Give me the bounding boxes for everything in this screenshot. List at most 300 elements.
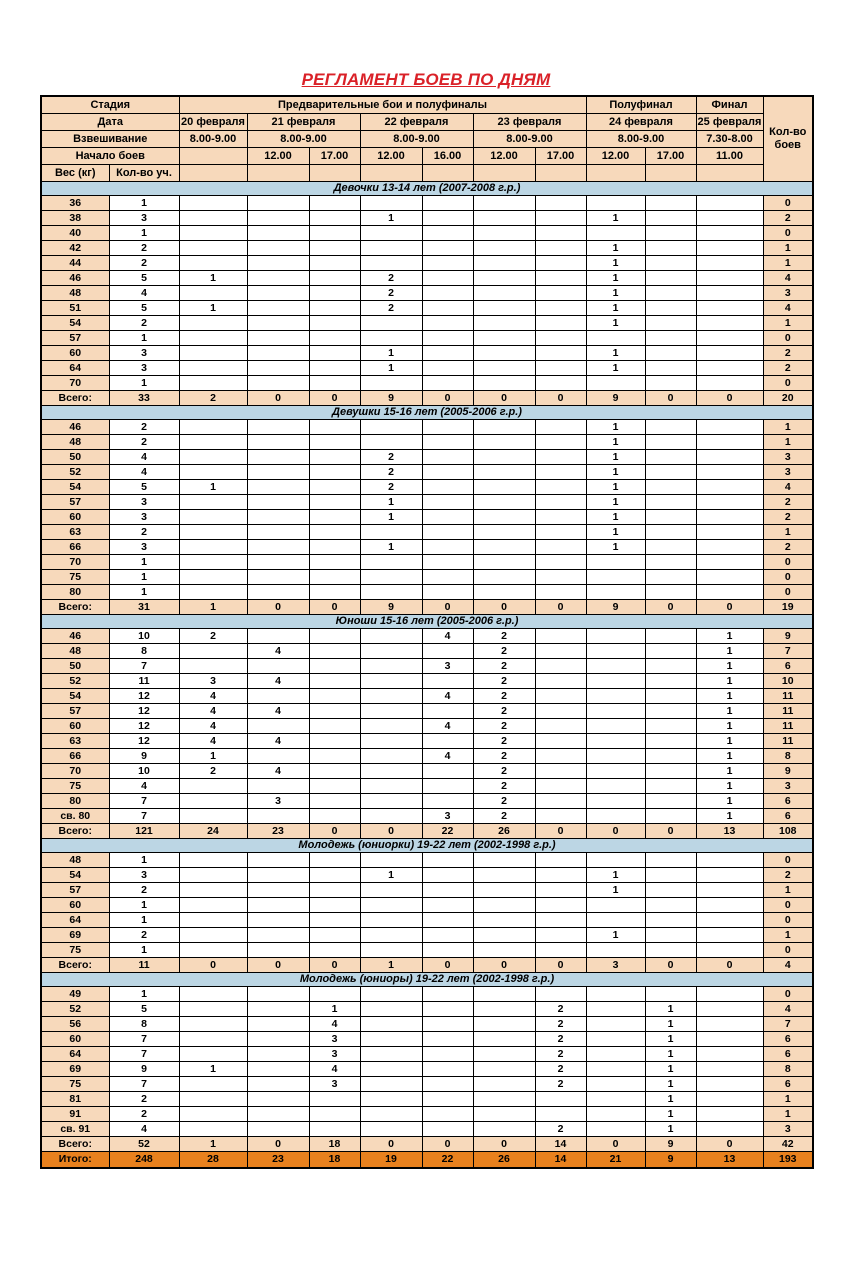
value-cell: [360, 420, 422, 435]
value-cell: [309, 987, 360, 1002]
value-cell: 0: [586, 824, 645, 839]
weight-cell: 60: [41, 898, 109, 913]
weight-cell: 48: [41, 644, 109, 659]
bouts-cell: 0: [763, 585, 813, 600]
value-cell: 0: [360, 1137, 422, 1152]
qty-cell: 2: [109, 256, 179, 271]
bouts-cell: 4: [763, 1002, 813, 1017]
value-cell: [473, 1107, 535, 1122]
value-cell: [309, 1107, 360, 1122]
value-cell: [179, 540, 247, 555]
value-cell: [473, 465, 535, 480]
qty-cell: 1: [109, 987, 179, 1002]
value-cell: [535, 211, 586, 226]
value-cell: [645, 928, 696, 943]
qty-cell: 11: [109, 958, 179, 973]
value-cell: [309, 779, 360, 794]
weight-cell: 40: [41, 226, 109, 241]
value-cell: [535, 659, 586, 674]
bouts-cell: 0: [763, 331, 813, 346]
value-cell: 14: [535, 1137, 586, 1152]
value-cell: [473, 540, 535, 555]
value-cell: [309, 196, 360, 211]
value-cell: [696, 585, 763, 600]
value-cell: [309, 734, 360, 749]
value-cell: [696, 346, 763, 361]
qty-cell: 7: [109, 794, 179, 809]
value-cell: [247, 585, 309, 600]
value-cell: [535, 868, 586, 883]
value-cell: [645, 779, 696, 794]
value-cell: [696, 913, 763, 928]
value-cell: [360, 809, 422, 824]
weight-cell: 48: [41, 435, 109, 450]
value-cell: [422, 1077, 473, 1092]
value-cell: [586, 689, 645, 704]
value-cell: [696, 301, 763, 316]
bouts-cell: 3: [763, 1122, 813, 1137]
weight-cell: 46: [41, 629, 109, 644]
value-cell: [422, 271, 473, 286]
value-cell: 2: [360, 286, 422, 301]
value-cell: [473, 570, 535, 585]
value-cell: [535, 719, 586, 734]
weight-cell: св. 80: [41, 809, 109, 824]
value-cell: 0: [586, 1137, 645, 1152]
weight-cell: 44: [41, 256, 109, 271]
header-row-start: [41, 148, 813, 165]
value-cell: 1: [645, 1092, 696, 1107]
qty-cell: 3: [109, 510, 179, 525]
value-cell: [535, 465, 586, 480]
value-cell: 2: [360, 450, 422, 465]
value-cell: [247, 809, 309, 824]
table-header: [41, 96, 813, 182]
data-row-2-5: [41, 704, 813, 719]
value-cell: 4: [422, 719, 473, 734]
qty-cell: 2: [109, 525, 179, 540]
value-cell: 0: [247, 600, 309, 615]
value-cell: 1: [586, 480, 645, 495]
value-cell: [179, 883, 247, 898]
value-cell: 1: [586, 525, 645, 540]
value-cell: [696, 226, 763, 241]
value-cell: [586, 1062, 645, 1077]
value-cell: [645, 913, 696, 928]
section-title: Девочки 13-14 лет (2007-2008 г.р.): [41, 182, 813, 196]
value-cell: [179, 644, 247, 659]
value-cell: [309, 346, 360, 361]
qty-cell: 4: [109, 286, 179, 301]
value-cell: [179, 361, 247, 376]
value-cell: [360, 1077, 422, 1092]
value-cell: [586, 734, 645, 749]
value-cell: [179, 585, 247, 600]
value-cell: [247, 1047, 309, 1062]
value-cell: [696, 943, 763, 958]
value-cell: 21: [586, 1152, 645, 1169]
weight-cell: 75: [41, 779, 109, 794]
qty-cell: 9: [109, 749, 179, 764]
bouts-cell: 2: [763, 211, 813, 226]
value-cell: [247, 1107, 309, 1122]
value-cell: 3: [247, 794, 309, 809]
value-cell: [473, 346, 535, 361]
value-cell: [422, 1032, 473, 1047]
value-cell: [422, 674, 473, 689]
weighin-1: 8.00-9.00: [247, 131, 360, 148]
value-cell: [247, 853, 309, 868]
weight-cell: Всего:: [41, 391, 109, 406]
weight-cell: 48: [41, 286, 109, 301]
value-cell: [473, 1077, 535, 1092]
value-cell: [696, 450, 763, 465]
bouts-cell: 1: [763, 883, 813, 898]
qty-cell: 2: [109, 420, 179, 435]
value-cell: [422, 1092, 473, 1107]
value-cell: [535, 495, 586, 510]
value-cell: [360, 376, 422, 391]
value-cell: [309, 1122, 360, 1137]
value-cell: 2: [473, 689, 535, 704]
value-cell: 3: [309, 1077, 360, 1092]
qty-cell: 8: [109, 1017, 179, 1032]
value-cell: [473, 316, 535, 331]
data-row-1-2: [41, 450, 813, 465]
semifinal-label: Полуфинал: [586, 96, 696, 114]
value-cell: [247, 226, 309, 241]
weight-cell: 50: [41, 450, 109, 465]
value-cell: [696, 1107, 763, 1122]
value-cell: [360, 734, 422, 749]
value-cell: [179, 331, 247, 346]
value-cell: 1: [360, 211, 422, 226]
value-cell: [535, 734, 586, 749]
weight-cell: 57: [41, 883, 109, 898]
value-cell: 0: [422, 1137, 473, 1152]
value-cell: [422, 376, 473, 391]
value-cell: 1: [360, 510, 422, 525]
value-cell: [179, 226, 247, 241]
value-cell: [535, 644, 586, 659]
value-cell: [179, 1032, 247, 1047]
qty-cell: 5: [109, 1002, 179, 1017]
value-cell: 1: [179, 301, 247, 316]
value-cell: [696, 1047, 763, 1062]
value-cell: [535, 943, 586, 958]
header-row-stage: [41, 96, 813, 114]
bouts-cell: 6: [763, 794, 813, 809]
value-cell: [360, 749, 422, 764]
start-time-4-1: 17.00: [645, 148, 696, 165]
qty-cell: 1: [109, 898, 179, 913]
value-cell: 2: [473, 704, 535, 719]
weight-cell: 66: [41, 749, 109, 764]
value-cell: [247, 1002, 309, 1017]
value-cell: 2: [535, 1062, 586, 1077]
weight-cell: 75: [41, 570, 109, 585]
value-cell: [422, 883, 473, 898]
qty-cell: 3: [109, 211, 179, 226]
qty-cell: 1: [109, 331, 179, 346]
bouts-cell: 4: [763, 271, 813, 286]
bouts-cell: 1: [763, 435, 813, 450]
value-cell: [360, 764, 422, 779]
value-cell: [473, 226, 535, 241]
qty-cell: 3: [109, 361, 179, 376]
value-cell: 1: [586, 256, 645, 271]
value-cell: [696, 1077, 763, 1092]
value-cell: [473, 510, 535, 525]
value-cell: [696, 1032, 763, 1047]
data-row-4-1: [41, 1002, 813, 1017]
value-cell: 0: [696, 1137, 763, 1152]
value-cell: 1: [645, 1032, 696, 1047]
value-cell: 1: [586, 540, 645, 555]
data-row-4-9: [41, 1122, 813, 1137]
value-cell: 2: [535, 1032, 586, 1047]
value-cell: [179, 510, 247, 525]
bouts-cell: 1: [763, 420, 813, 435]
value-cell: [473, 1122, 535, 1137]
bouts-cell: 8: [763, 1062, 813, 1077]
weight-cell: 49: [41, 987, 109, 1002]
value-cell: 0: [535, 824, 586, 839]
value-cell: [360, 913, 422, 928]
value-cell: [473, 256, 535, 271]
value-cell: [247, 555, 309, 570]
value-cell: [535, 883, 586, 898]
weight-cell: 48: [41, 853, 109, 868]
data-row-0-2: [41, 226, 813, 241]
value-cell: 2: [473, 779, 535, 794]
value-cell: [422, 1122, 473, 1137]
value-cell: [645, 883, 696, 898]
value-cell: [473, 1002, 535, 1017]
value-cell: [645, 644, 696, 659]
date-4: 24 февраля: [586, 114, 696, 131]
value-cell: [179, 241, 247, 256]
weight-cell: 36: [41, 196, 109, 211]
value-cell: [645, 853, 696, 868]
qty-cell: 7: [109, 659, 179, 674]
value-cell: 2: [360, 465, 422, 480]
value-cell: [247, 301, 309, 316]
value-cell: 4: [247, 764, 309, 779]
value-cell: 1: [179, 1137, 247, 1152]
value-cell: [422, 928, 473, 943]
value-cell: [360, 794, 422, 809]
value-cell: [586, 943, 645, 958]
bouts-cell: 0: [763, 913, 813, 928]
data-row-2-9: [41, 764, 813, 779]
section-band-4: [41, 973, 813, 987]
value-cell: [586, 809, 645, 824]
header-row-weight: [41, 165, 813, 182]
qty-cell: 1: [109, 853, 179, 868]
value-cell: [247, 689, 309, 704]
value-cell: [179, 316, 247, 331]
value-cell: [309, 928, 360, 943]
qty-cell: 2: [109, 928, 179, 943]
value-cell: [360, 226, 422, 241]
value-cell: [535, 435, 586, 450]
value-cell: [473, 196, 535, 211]
value-cell: 1: [360, 958, 422, 973]
value-cell: [179, 346, 247, 361]
section-title: Девушки 15-16 лет (2005-2006 г.р.): [41, 406, 813, 420]
value-cell: [422, 540, 473, 555]
section-band-3: [41, 839, 813, 853]
value-cell: [179, 868, 247, 883]
weight-cell: 54: [41, 689, 109, 704]
value-cell: [309, 674, 360, 689]
value-cell: [247, 928, 309, 943]
value-cell: [179, 435, 247, 450]
weighin-label: Взвешивание: [41, 131, 179, 148]
value-cell: [247, 913, 309, 928]
value-cell: [473, 450, 535, 465]
value-cell: [309, 226, 360, 241]
qty-cell: 1: [109, 913, 179, 928]
value-cell: [535, 570, 586, 585]
value-cell: [473, 420, 535, 435]
data-row-1-1: [41, 435, 813, 450]
value-cell: 0: [422, 958, 473, 973]
value-cell: [422, 226, 473, 241]
value-cell: [309, 704, 360, 719]
value-cell: [473, 868, 535, 883]
prelim-label: Предварительные бои и полуфиналы: [179, 96, 586, 114]
value-cell: 0: [473, 391, 535, 406]
value-cell: [535, 480, 586, 495]
value-cell: [422, 301, 473, 316]
value-cell: [645, 346, 696, 361]
value-cell: [309, 913, 360, 928]
value-cell: [247, 480, 309, 495]
value-cell: 1: [586, 883, 645, 898]
weight-cell: 70: [41, 764, 109, 779]
value-cell: 1: [645, 1107, 696, 1122]
value-cell: [179, 1077, 247, 1092]
value-cell: [535, 376, 586, 391]
value-cell: 1: [586, 465, 645, 480]
value-cell: 0: [422, 391, 473, 406]
qty-cell: 4: [109, 450, 179, 465]
value-cell: [309, 465, 360, 480]
date-label: Дата: [41, 114, 179, 131]
value-cell: [535, 555, 586, 570]
value-cell: [360, 1122, 422, 1137]
weight-cell: 75: [41, 943, 109, 958]
value-cell: [309, 719, 360, 734]
value-cell: [247, 749, 309, 764]
value-cell: [696, 540, 763, 555]
qty-cell: 11: [109, 674, 179, 689]
value-cell: [586, 764, 645, 779]
value-cell: [645, 764, 696, 779]
value-cell: [422, 704, 473, 719]
value-cell: [360, 1017, 422, 1032]
value-cell: [309, 495, 360, 510]
value-cell: [179, 794, 247, 809]
value-cell: [309, 883, 360, 898]
value-cell: [422, 1107, 473, 1122]
value-cell: [645, 480, 696, 495]
value-cell: [586, 585, 645, 600]
data-row-3-0: [41, 853, 813, 868]
value-cell: [309, 510, 360, 525]
value-cell: 4: [247, 644, 309, 659]
value-cell: [179, 1047, 247, 1062]
data-row-0-12: [41, 376, 813, 391]
value-cell: 2: [360, 271, 422, 286]
data-row-0-10: [41, 346, 813, 361]
value-cell: 18: [309, 1152, 360, 1169]
value-cell: 2: [473, 764, 535, 779]
value-cell: [535, 913, 586, 928]
weight-cell: 57: [41, 704, 109, 719]
bouts-cell: 1: [763, 256, 813, 271]
value-cell: [696, 987, 763, 1002]
value-cell: [179, 943, 247, 958]
data-row-3-6: [41, 943, 813, 958]
value-cell: [645, 809, 696, 824]
weight-label: Вес (кг): [41, 165, 109, 182]
value-cell: 1: [696, 734, 763, 749]
value-cell: [422, 1047, 473, 1062]
value-cell: [586, 987, 645, 1002]
start-time-5-0: 11.00: [696, 148, 763, 165]
weight-cell: 46: [41, 420, 109, 435]
empty-head-3-0: [473, 165, 535, 182]
bouts-cell: 11: [763, 734, 813, 749]
value-cell: 1: [645, 1002, 696, 1017]
value-cell: [422, 794, 473, 809]
value-cell: [473, 271, 535, 286]
value-cell: [535, 540, 586, 555]
value-cell: [309, 435, 360, 450]
value-cell: [422, 331, 473, 346]
value-cell: [422, 1062, 473, 1077]
value-cell: [535, 316, 586, 331]
value-cell: [360, 555, 422, 570]
value-cell: [696, 271, 763, 286]
value-cell: [645, 256, 696, 271]
value-cell: [309, 301, 360, 316]
value-cell: [247, 211, 309, 226]
weighin-5: 7.30-8.00: [696, 131, 763, 148]
value-cell: [586, 1107, 645, 1122]
value-cell: 1: [696, 659, 763, 674]
value-cell: [473, 943, 535, 958]
value-cell: 0: [696, 600, 763, 615]
value-cell: [422, 211, 473, 226]
value-cell: 0: [247, 1137, 309, 1152]
value-cell: [473, 555, 535, 570]
value-cell: [535, 271, 586, 286]
value-cell: 4: [247, 704, 309, 719]
value-cell: [309, 659, 360, 674]
weight-cell: 64: [41, 913, 109, 928]
data-row-0-1: [41, 211, 813, 226]
value-cell: [179, 211, 247, 226]
qty-cell: 2: [109, 1107, 179, 1122]
value-cell: [422, 1017, 473, 1032]
qty-cell: 9: [109, 1062, 179, 1077]
value-cell: [586, 331, 645, 346]
bouts-cell: 1: [763, 525, 813, 540]
